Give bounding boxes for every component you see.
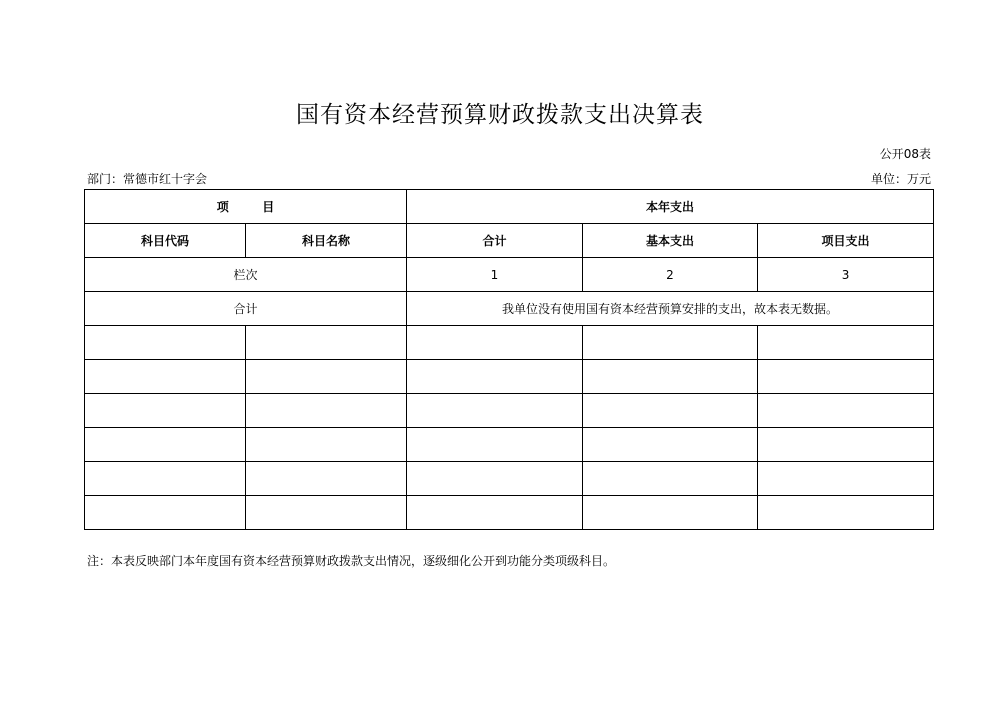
header-subject-code: 科目代码 bbox=[85, 224, 246, 258]
header-project-expenditure: 项目支出 bbox=[758, 224, 934, 258]
column-number-row bbox=[85, 258, 934, 292]
header-row-1 bbox=[85, 190, 934, 224]
table-cell bbox=[246, 394, 407, 428]
header-item: 项 目 bbox=[85, 190, 407, 224]
table-cell bbox=[407, 428, 583, 462]
column-number-3: 3 bbox=[758, 258, 934, 292]
table-cell bbox=[407, 394, 583, 428]
table-cell bbox=[407, 462, 583, 496]
table-cell bbox=[583, 326, 758, 360]
table-cell bbox=[246, 360, 407, 394]
table-cell bbox=[246, 462, 407, 496]
header-current-year: 本年支出 bbox=[407, 190, 934, 224]
table-row bbox=[85, 394, 934, 428]
department-label: 部门：常德市红十字会 bbox=[87, 172, 208, 186]
table-row bbox=[85, 496, 934, 530]
header-subject-name: 科目名称 bbox=[246, 224, 407, 258]
column-number-2: 2 bbox=[583, 258, 758, 292]
header-basic-expenditure: 基本支出 bbox=[583, 224, 758, 258]
form-code: 公开08表 bbox=[879, 147, 931, 161]
table-row bbox=[85, 360, 934, 394]
header-row-2 bbox=[85, 224, 934, 258]
table-row bbox=[85, 462, 934, 496]
total-row bbox=[85, 292, 934, 326]
table-cell bbox=[85, 360, 246, 394]
page-title: 国有资本经营预算财政拨款支出决算表 bbox=[296, 102, 704, 128]
table-cell bbox=[85, 428, 246, 462]
table-row bbox=[85, 428, 934, 462]
header-total: 合计 bbox=[407, 224, 583, 258]
table-cell bbox=[85, 394, 246, 428]
total-label: 合计 bbox=[85, 292, 407, 326]
table-cell bbox=[583, 428, 758, 462]
table-cell bbox=[758, 326, 934, 360]
table-cell bbox=[758, 394, 934, 428]
table-cell bbox=[583, 496, 758, 530]
table-cell bbox=[246, 326, 407, 360]
table-cell bbox=[246, 496, 407, 530]
table-cell bbox=[758, 360, 934, 394]
table-cell bbox=[758, 462, 934, 496]
table-cell bbox=[583, 360, 758, 394]
table-cell bbox=[85, 496, 246, 530]
no-data-message: 我单位没有使用国有资本经营预算安排的支出，故本表无数据。 bbox=[407, 292, 934, 326]
footnote: 注：本表反映部门本年度国有资本经营预算财政拨款支出情况，逐级细化公开到功能分类项级科目。 bbox=[87, 554, 616, 568]
table-cell bbox=[407, 360, 583, 394]
table-cell bbox=[583, 462, 758, 496]
table-cell bbox=[85, 326, 246, 360]
column-number-label: 栏次 bbox=[85, 258, 407, 292]
column-number-1: 1 bbox=[407, 258, 583, 292]
budget-expenditure-table bbox=[84, 189, 934, 530]
table-cell bbox=[407, 496, 583, 530]
table-row bbox=[85, 326, 934, 360]
table-cell bbox=[583, 394, 758, 428]
table-cell bbox=[758, 496, 934, 530]
unit-label: 单位：万元 bbox=[870, 172, 931, 186]
table-cell bbox=[758, 428, 934, 462]
table-cell bbox=[246, 428, 407, 462]
table-cell bbox=[85, 462, 246, 496]
table-cell bbox=[407, 326, 583, 360]
